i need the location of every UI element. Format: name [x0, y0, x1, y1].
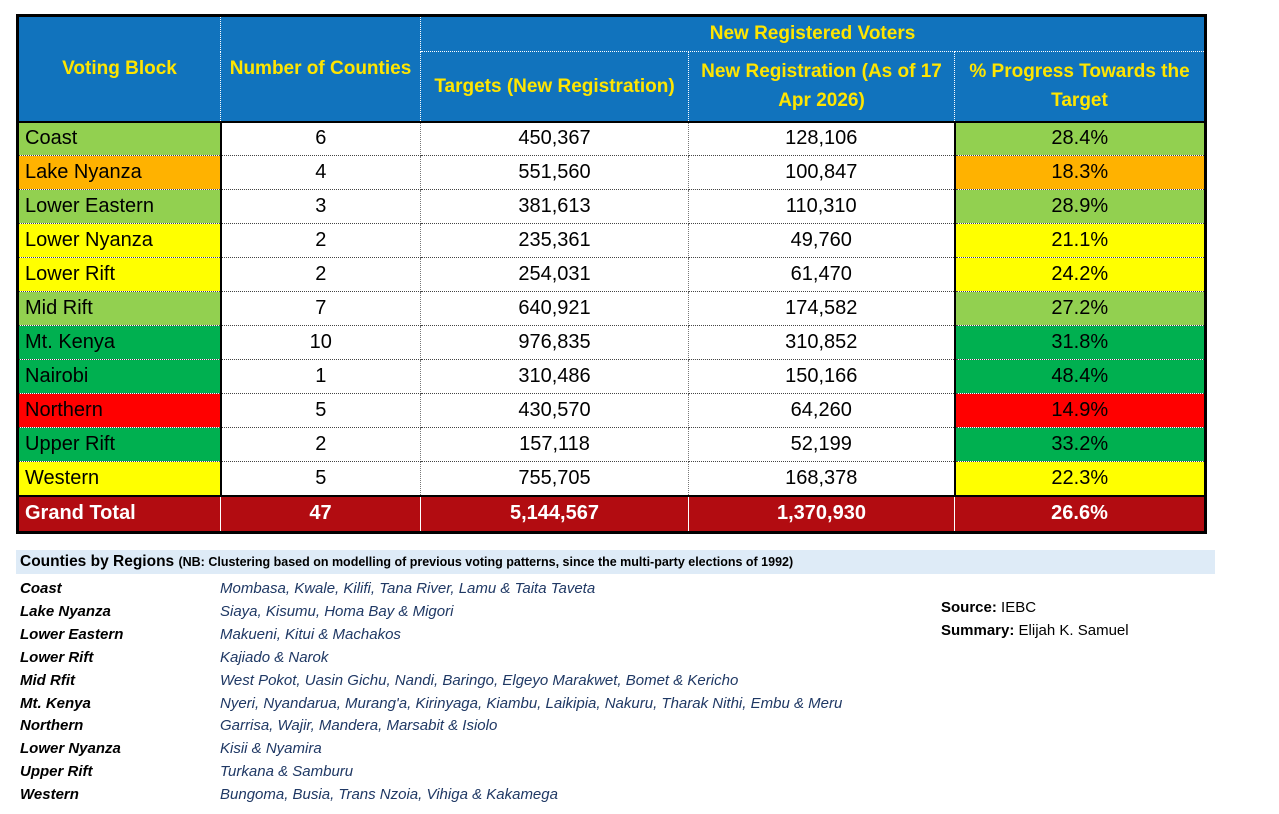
cell-voting-block: Mt. Kenya — [18, 326, 221, 360]
cell-target: 976,835 — [421, 326, 689, 360]
credits-block — [941, 596, 1129, 642]
cell-new-registration: 150,166 — [689, 360, 955, 394]
total-target: 5,144,567 — [421, 496, 689, 533]
cell-target: 254,031 — [421, 258, 689, 292]
region-name: Coast — [20, 580, 62, 597]
region-name: Lower Eastern — [20, 625, 124, 643]
table-row — [18, 462, 1206, 496]
table-header — [18, 16, 1206, 122]
cell-progress: 24.2% — [955, 258, 1206, 292]
grand-total-row — [18, 496, 1206, 533]
cell-voting-block: Upper Rift — [18, 428, 221, 462]
cell-number-of-counties: 3 — [221, 190, 421, 224]
region-row — [16, 738, 1266, 761]
total-counties: 47 — [221, 496, 421, 533]
cell-progress: 28.9% — [955, 190, 1206, 224]
cell-new-registration: 174,582 — [689, 292, 955, 326]
cell-voting-block: Lower Eastern — [18, 190, 221, 224]
region-row — [16, 670, 1266, 693]
region-row — [16, 784, 1266, 807]
table-row — [18, 394, 1206, 428]
region-counties: West Pokot, Uasin Gichu, Nandi, Baringo, Elgeyo Marakwet, Bomet & Kericho — [220, 671, 739, 689]
cell-voting-block: Nairobi — [18, 360, 221, 394]
cell-number-of-counties: 5 — [221, 394, 421, 428]
region-row — [16, 647, 1266, 670]
table-row — [18, 122, 1206, 156]
cell-progress: 28.4% — [955, 122, 1206, 156]
region-counties: Bungoma, Busia, Trans Nzoia, Vihiga & Kakamega — [220, 786, 558, 804]
cell-target: 381,613 — [421, 190, 689, 224]
cell-voting-block: Northern — [18, 394, 221, 428]
region-name: Lower Rift — [20, 648, 94, 666]
region-row — [16, 693, 1266, 716]
region-counties: Turkana & Samburu — [220, 763, 354, 781]
cell-voting-block: Mid Rift — [18, 292, 221, 326]
cell-target: 235,361 — [421, 224, 689, 258]
region-name: Upper Rift — [20, 763, 93, 781]
counties-by-regions-section — [16, 550, 1266, 807]
table-body — [18, 122, 1206, 496]
table-row — [18, 224, 1206, 258]
cell-voting-block: Lake Nyanza — [18, 156, 221, 190]
cell-voting-block: Lower Rift — [18, 258, 221, 292]
total-registered: 1,370,930 — [689, 496, 955, 533]
source-line — [941, 596, 1129, 619]
cell-number-of-counties: 2 — [221, 224, 421, 258]
region-counties: Mombasa, Kwale, Kilifi, Tana River, Lamu & Taita Taveta — [220, 580, 596, 597]
header-number-of-counties: Number of Counties — [221, 16, 421, 122]
region-counties: Kajiado & Narok — [220, 648, 329, 666]
table-row — [18, 292, 1206, 326]
source-label: Source: — [941, 599, 997, 616]
cell-target: 450,367 — [421, 122, 689, 156]
table-row — [18, 360, 1206, 394]
cell-number-of-counties: 4 — [221, 156, 421, 190]
regions-heading-strip — [16, 550, 1215, 574]
header-targets: Targets (New Registration) — [421, 52, 689, 122]
region-name: Lower Nyanza — [20, 740, 121, 758]
cell-progress: 14.9% — [955, 394, 1206, 428]
cell-progress: 18.3% — [955, 156, 1206, 190]
region-counties: Nyeri, Nyandarua, Murang'a, Kirinyaga, Kiambu, Laikipia, Nakuru, Tharak Nithi, Embu & Meru — [220, 694, 843, 712]
header-progress: % Progress Towards the Target — [955, 52, 1206, 122]
cell-target: 755,705 — [421, 462, 689, 496]
cell-target: 310,486 — [421, 360, 689, 394]
cell-voting-block: Coast — [18, 122, 221, 156]
cell-progress: 22.3% — [955, 462, 1206, 496]
cell-new-registration: 100,847 — [689, 156, 955, 190]
cell-progress: 27.2% — [955, 292, 1206, 326]
cell-target: 157,118 — [421, 428, 689, 462]
cell-progress: 33.2% — [955, 428, 1206, 462]
region-name: Western — [20, 786, 79, 804]
cell-new-registration: 52,199 — [689, 428, 955, 462]
regions-heading-note: (NB: Clustering based on modelling of previous voting patterns, since the multi-party elections of 1992) — [178, 555, 794, 569]
cell-progress: 48.4% — [955, 360, 1206, 394]
region-row — [16, 715, 1266, 738]
region-name: Mt. Kenya — [20, 694, 91, 712]
cell-new-registration: 310,852 — [689, 326, 955, 360]
total-label: Grand Total — [18, 496, 221, 533]
cell-new-registration: 61,470 — [689, 258, 955, 292]
cell-voting-block: Western — [18, 462, 221, 496]
region-counties: Kisii & Nyamira — [220, 740, 322, 758]
summary-label: Summary: — [941, 622, 1015, 639]
region-name: Lake Nyanza — [20, 602, 111, 620]
cell-new-registration: 64,260 — [689, 394, 955, 428]
cell-voting-block: Lower Nyanza — [18, 224, 221, 258]
summary-line — [941, 619, 1129, 642]
table-row — [18, 190, 1206, 224]
cell-number-of-counties: 1 — [221, 360, 421, 394]
voter-registration-table — [16, 14, 1207, 534]
table-row — [18, 258, 1206, 292]
cell-new-registration: 168,378 — [689, 462, 955, 496]
cell-new-registration: 128,106 — [689, 122, 955, 156]
table-row — [18, 326, 1206, 360]
cell-number-of-counties: 7 — [221, 292, 421, 326]
table-row — [18, 156, 1206, 190]
region-name: Northern — [20, 717, 84, 735]
cell-target: 551,560 — [421, 156, 689, 190]
header-voting-block: Voting Block — [18, 16, 221, 122]
region-row — [16, 761, 1266, 784]
cell-target: 640,921 — [421, 292, 689, 326]
cell-target: 430,570 — [421, 394, 689, 428]
header-group-new-registered-voters: New Registered Voters — [421, 16, 1206, 52]
cell-number-of-counties: 5 — [221, 462, 421, 496]
header-new-registration: New Registration (As of 17 Apr 2026) — [689, 52, 955, 122]
cell-number-of-counties: 2 — [221, 428, 421, 462]
cell-number-of-counties: 10 — [221, 326, 421, 360]
region-name: Mid Rfit — [20, 671, 75, 689]
cell-number-of-counties: 6 — [221, 122, 421, 156]
region-counties: Siaya, Kisumu, Homa Bay & Migori — [220, 602, 454, 620]
cell-number-of-counties: 2 — [221, 258, 421, 292]
cell-progress: 31.8% — [955, 326, 1206, 360]
source-value: IEBC — [1001, 599, 1037, 616]
cell-progress: 21.1% — [955, 224, 1206, 258]
cell-new-registration: 110,310 — [689, 190, 955, 224]
table-row — [18, 428, 1206, 462]
total-progress: 26.6% — [955, 496, 1206, 533]
region-counties: Garrisa, Wajir, Mandera, Marsabit & Isiolo — [220, 717, 498, 735]
voter-registration-table-wrap — [16, 14, 1207, 534]
region-counties: Makueni, Kitui & Machakos — [220, 625, 401, 643]
summary-value: Elijah K. Samuel — [1018, 622, 1129, 639]
regions-heading: Counties by Regions — [20, 553, 175, 570]
cell-new-registration: 49,760 — [689, 224, 955, 258]
